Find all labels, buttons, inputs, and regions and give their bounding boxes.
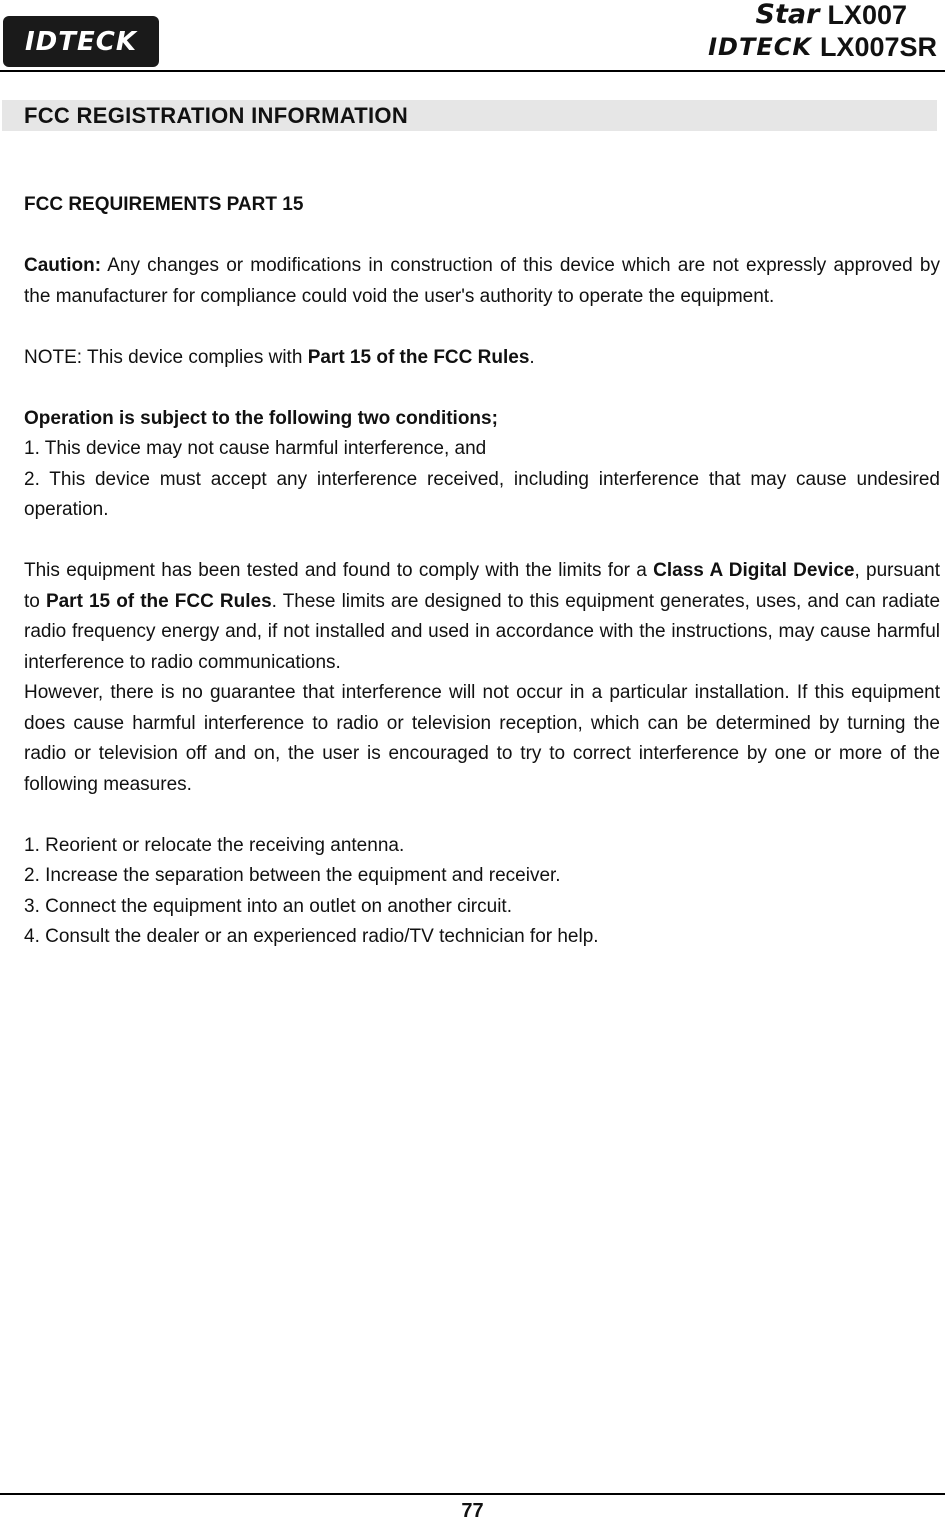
- note-bold: Part 15 of the FCC Rules: [307, 346, 530, 368]
- condition-2: 2. This device must accept any interference received, including interference that may cause undesired operation.: [24, 468, 940, 520]
- caution-label: Caution:: [24, 255, 102, 276]
- condition-1: 1. This device may not cause harmful interference, and: [24, 438, 487, 459]
- model-lx007sr: LX007SR: [819, 32, 937, 62]
- measure-4: 4. Consult the dealer or an experienced radio/TV technician for help.: [24, 926, 599, 947]
- conditions-title: Operation is subject to the following two conditions;: [24, 407, 498, 429]
- logo-text: IDTECK: [25, 26, 137, 57]
- caution-paragraph: [24, 251, 940, 312]
- section-title: FCC REGISTRATION INFORMATION: [24, 102, 409, 128]
- however-paragraph: However, there is no guarantee that interference will not occur in a particular installation. If this equipment does cause harmful interference to radio or television reception, which can be determined by turning the radio or television off and on, the user is encouraged to try to correct interference by one or more of the following measures.: [24, 682, 940, 795]
- product-line-star: [756, 0, 907, 30]
- idteck-logo: [3, 16, 159, 67]
- measure-2: 2. Increase the separation between the equipment and receiver.: [24, 865, 561, 886]
- idteck-brand-mark: IDTECK: [708, 33, 812, 61]
- page-header: [0, 0, 945, 72]
- measure-1: 1. Reorient or relocate the receiving antenna.: [24, 834, 405, 856]
- product-line-idteck: [708, 32, 937, 62]
- footer-rule: [0, 1493, 945, 1495]
- measure-3: 3. Connect the equipment into an outlet on another circuit.: [24, 895, 512, 917]
- class-a-bold: Class A Digital Device: [653, 560, 855, 581]
- page-number: 77: [461, 1500, 484, 1522]
- model-lx007: LX007: [827, 0, 907, 30]
- part15-bold: Part 15 of the FCC Rules: [45, 590, 272, 612]
- equipment-paragraph: This equipment has been tested and found to comply with the limits for a Class A Digital Device, pursuant to Part 15 of the FCC Rules. These limits are designed to this equipment generates, uses, and can radiate radio frequency energy and, if not installed and used in accordance with the instructions, may cause harmful interference to radio communications.: [24, 560, 941, 673]
- document-body: [24, 190, 940, 953]
- star-brand-mark: Star: [755, 0, 820, 30]
- subtitle: FCC REQUIREMENTS PART 15: [24, 194, 304, 215]
- caution-text: Any changes or modifications in construction of this device which are not expressly approved by the manufacturer for compliance could void the user's authority to operate the equipment.: [24, 255, 940, 307]
- note-paragraph: NOTE: This device complies with Part 15 of the FCC Rules.: [24, 346, 535, 368]
- section-banner: [2, 100, 937, 131]
